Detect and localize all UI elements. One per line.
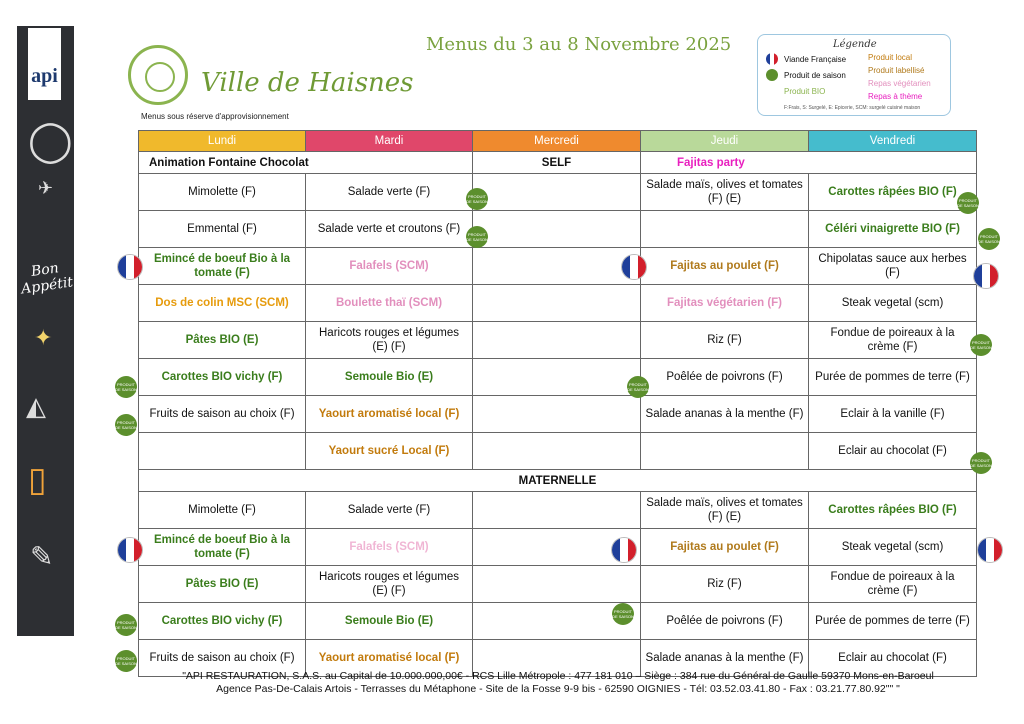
table-row xyxy=(139,248,977,285)
menu-cell xyxy=(473,359,641,396)
menu-cell: Riz (F) xyxy=(641,322,809,359)
menu-cell xyxy=(473,492,641,529)
menu-cell: Semoule Bio (E) xyxy=(306,359,473,396)
menu-cell: Fruits de saison au choix (F) xyxy=(139,640,306,677)
french-flag-icon xyxy=(118,255,142,279)
table-row xyxy=(139,174,977,211)
menu-cell: Boulette thaï (SCM) xyxy=(306,285,473,322)
menu-cell: Purée de pommes de terre (F) xyxy=(809,603,977,640)
legend-bio: Produit BIO xyxy=(784,87,826,96)
api-logo: api xyxy=(28,28,61,100)
french-flag-icon xyxy=(766,53,778,65)
day-mardi: Mardi xyxy=(306,131,473,152)
menu-cell xyxy=(473,396,641,433)
menu-cell xyxy=(473,174,641,211)
menu-cell: Semoule Bio (E) xyxy=(306,603,473,640)
menu-cell: Mimolette (F) xyxy=(139,174,306,211)
table-row xyxy=(139,285,977,322)
menu-cell: Dos de colin MSC (SCM) xyxy=(139,285,306,322)
french-flag-icon xyxy=(612,538,636,562)
table-row xyxy=(139,492,977,529)
menu-cell xyxy=(473,433,641,470)
menu-cell: Salade verte et croutons (F) xyxy=(306,211,473,248)
legend-saison: Produit de saison xyxy=(784,71,846,80)
menu-cell: Fajitas au poulet (F) xyxy=(641,529,809,566)
paper-plane-icon: ✈ xyxy=(38,178,54,199)
menu-cell: Carottes râpées BIO (F) xyxy=(809,492,977,529)
menu-cell: Salade verte (F) xyxy=(306,174,473,211)
theme-label: Fajitas party xyxy=(641,152,977,174)
legend-theme: Repas à thème xyxy=(868,92,923,101)
produit-de-saison-icon: PRODUIT DE SAISON xyxy=(115,414,137,436)
menu-cell: Pâtes BIO (E) xyxy=(139,322,306,359)
menu-cell xyxy=(473,285,641,322)
legend-title: Légende xyxy=(833,39,877,50)
legend-viande: Viande Française xyxy=(784,55,847,64)
menu-cell: Carottes râpées BIO (F) xyxy=(809,174,977,211)
menu-cell: Purée de pommes de terre (F) xyxy=(809,359,977,396)
menu-cell: Falafels (SCM) xyxy=(306,529,473,566)
day-header-row xyxy=(139,131,977,152)
produit-de-saison-icon: PRODUIT DE SAISON xyxy=(970,334,992,356)
menu-title: Menus du 3 au 8 Novembre 2025 xyxy=(426,34,732,55)
menu-cell: Haricots rouges et légumes (E) (F) xyxy=(306,566,473,603)
menu-cell: Yaourt aromatisé local (F) xyxy=(306,640,473,677)
produit-de-saison-icon: PRODUIT DE SAISON xyxy=(970,452,992,474)
town-logo xyxy=(128,45,188,105)
produit-de-saison-icon: PRODUIT DE SAISON xyxy=(612,603,634,625)
day-vendredi: Vendredi xyxy=(809,131,977,152)
table-row xyxy=(139,603,977,640)
produit-de-saison-icon xyxy=(766,69,778,81)
menu-cell: Yaourt sucré Local (F) xyxy=(306,433,473,470)
menu-cell xyxy=(473,211,641,248)
table-row xyxy=(139,211,977,248)
drink-icon: ▯ xyxy=(28,460,47,500)
produit-de-saison-icon: PRODUIT DE SAISON xyxy=(957,192,979,214)
table-row xyxy=(139,396,977,433)
menu-cell: Eclair au chocolat (F) xyxy=(809,433,977,470)
maternelle-band xyxy=(139,470,977,492)
produit-de-saison-icon: PRODUIT DE SAISON xyxy=(466,226,488,248)
animation-label: Animation Fontaine Chocolat xyxy=(139,152,473,174)
footer xyxy=(140,670,976,696)
menu-cell: Carottes BIO vichy (F) xyxy=(139,359,306,396)
legend-vege: Repas végétarien xyxy=(868,79,931,88)
menu-cell xyxy=(473,566,641,603)
menu-cell: Eclair au chocolat (F) xyxy=(809,640,977,677)
lightbulb-icon: ✦ xyxy=(34,326,53,351)
menu-cell: Pâtes BIO (E) xyxy=(139,566,306,603)
produit-de-saison-icon: PRODUIT DE SAISON xyxy=(115,376,137,398)
menu-cell: Carottes BIO vichy (F) xyxy=(139,603,306,640)
table-row xyxy=(139,322,977,359)
menu-cell: Falafels (SCM) xyxy=(306,248,473,285)
table-row xyxy=(139,566,977,603)
produit-de-saison-icon: PRODUIT DE SAISON xyxy=(115,650,137,672)
legend-labellise: Produit labellisé xyxy=(868,66,925,75)
menu-cell: Fajitas au poulet (F) xyxy=(641,248,809,285)
self-band xyxy=(139,152,977,174)
produit-de-saison-icon: PRODUIT DE SAISON xyxy=(978,228,1000,250)
footer-line-2: Agence Pas-De-Calais Artois - Terrasses du Métaphone - Site de la Fosse 9-9 bis - 62590 OIGNIES - Tél: 03.52.03.41.80 - Fax : 03.21.77.80.92"" " xyxy=(216,683,900,695)
self-label: SELF xyxy=(473,152,641,174)
cake-icon: ◭ xyxy=(26,392,46,422)
menu-cell: Poêlée de poivrons (F) xyxy=(641,359,809,396)
menu-cell: Emincé de boeuf Bio à la tomate (F) xyxy=(139,248,306,285)
pencil-icon: ✎ xyxy=(30,540,54,573)
menu-cell: Salade maïs, olives et tomates (F) (E) xyxy=(641,492,809,529)
menu-cell xyxy=(473,322,641,359)
menu-cell xyxy=(641,211,809,248)
menu-cell: Salade verte (F) xyxy=(306,492,473,529)
french-flag-icon xyxy=(978,538,1002,562)
table-row xyxy=(139,359,977,396)
produit-de-saison-icon: PRODUIT DE SAISON xyxy=(115,614,137,636)
menu-cell xyxy=(473,248,641,285)
menu-cell: Steak vegetal (scm) xyxy=(809,529,977,566)
menu-cell: Mimolette (F) xyxy=(139,492,306,529)
menu-cell: Poêlée de poivrons (F) xyxy=(641,603,809,640)
menu-cell: Fajitas végétarien (F) xyxy=(641,285,809,322)
legend-note: F:Frais, S: Surgelé, E: Epicerie, SCM: surgelé cuisiné maison xyxy=(784,105,921,111)
menu-cell: Fondue de poireaux à la crème (F) xyxy=(809,322,977,359)
menu-table xyxy=(138,130,977,677)
menu-cell xyxy=(641,433,809,470)
french-flag-icon xyxy=(622,255,646,279)
menu-cell: Emmental (F) xyxy=(139,211,306,248)
apple-doodle-icon: ◯ xyxy=(28,118,73,164)
menu-cell: Fondue de poireaux à la crème (F) xyxy=(809,566,977,603)
reserve-note: Menus sous réserve d'approvisionnement xyxy=(141,112,289,121)
table-row xyxy=(139,529,977,566)
menu-cell: Yaourt aromatisé local (F) xyxy=(306,396,473,433)
day-jeudi: Jeudi xyxy=(641,131,809,152)
legend-local: Produit local xyxy=(868,53,913,62)
town-name: Ville de Haisnes xyxy=(201,68,414,98)
menu-cell: Steak vegetal (scm) xyxy=(809,285,977,322)
footer-line-1: "API RESTAURATION, S.A.S. au Capital de 10.000.000,00€ - RCS Lille Métropole : 477 181 010 – Siège : 384 rue du Général de Gaulle 59370 Mons-en-Baroeul xyxy=(182,670,934,682)
menu-cell xyxy=(139,433,306,470)
menu-cell: Salade maïs, olives et tomates (F) (E) xyxy=(641,174,809,211)
table-row xyxy=(139,433,977,470)
menu-cell: Salade ananas à la menthe (F) xyxy=(641,396,809,433)
day-lundi: Lundi xyxy=(139,131,306,152)
maternelle-label: MATERNELLE xyxy=(139,470,977,492)
menu-cell: Riz (F) xyxy=(641,566,809,603)
bon-appetit-text: Bon Appétit xyxy=(20,260,75,298)
menu-cell: Eclair à la vanille (F) xyxy=(809,396,977,433)
produit-de-saison-icon: PRODUIT DE SAISON xyxy=(466,188,488,210)
day-mercredi: Mercredi xyxy=(473,131,641,152)
menu-cell: Emincé de boeuf Bio à la tomate (F) xyxy=(139,529,306,566)
legend-box xyxy=(757,34,951,116)
menu-cell: Céléri vinaigrette BIO (F) xyxy=(809,211,977,248)
french-flag-icon xyxy=(974,264,998,288)
menu-cell: Salade ananas à la menthe (F) xyxy=(641,640,809,677)
produit-de-saison-icon: PRODUIT DE SAISON xyxy=(627,376,649,398)
menu-cell: Fruits de saison au choix (F) xyxy=(139,396,306,433)
french-flag-icon xyxy=(118,538,142,562)
menu-cell: Chipolatas sauce aux herbes (F) xyxy=(809,248,977,285)
menu-cell: Haricots rouges et légumes (E) (F) xyxy=(306,322,473,359)
